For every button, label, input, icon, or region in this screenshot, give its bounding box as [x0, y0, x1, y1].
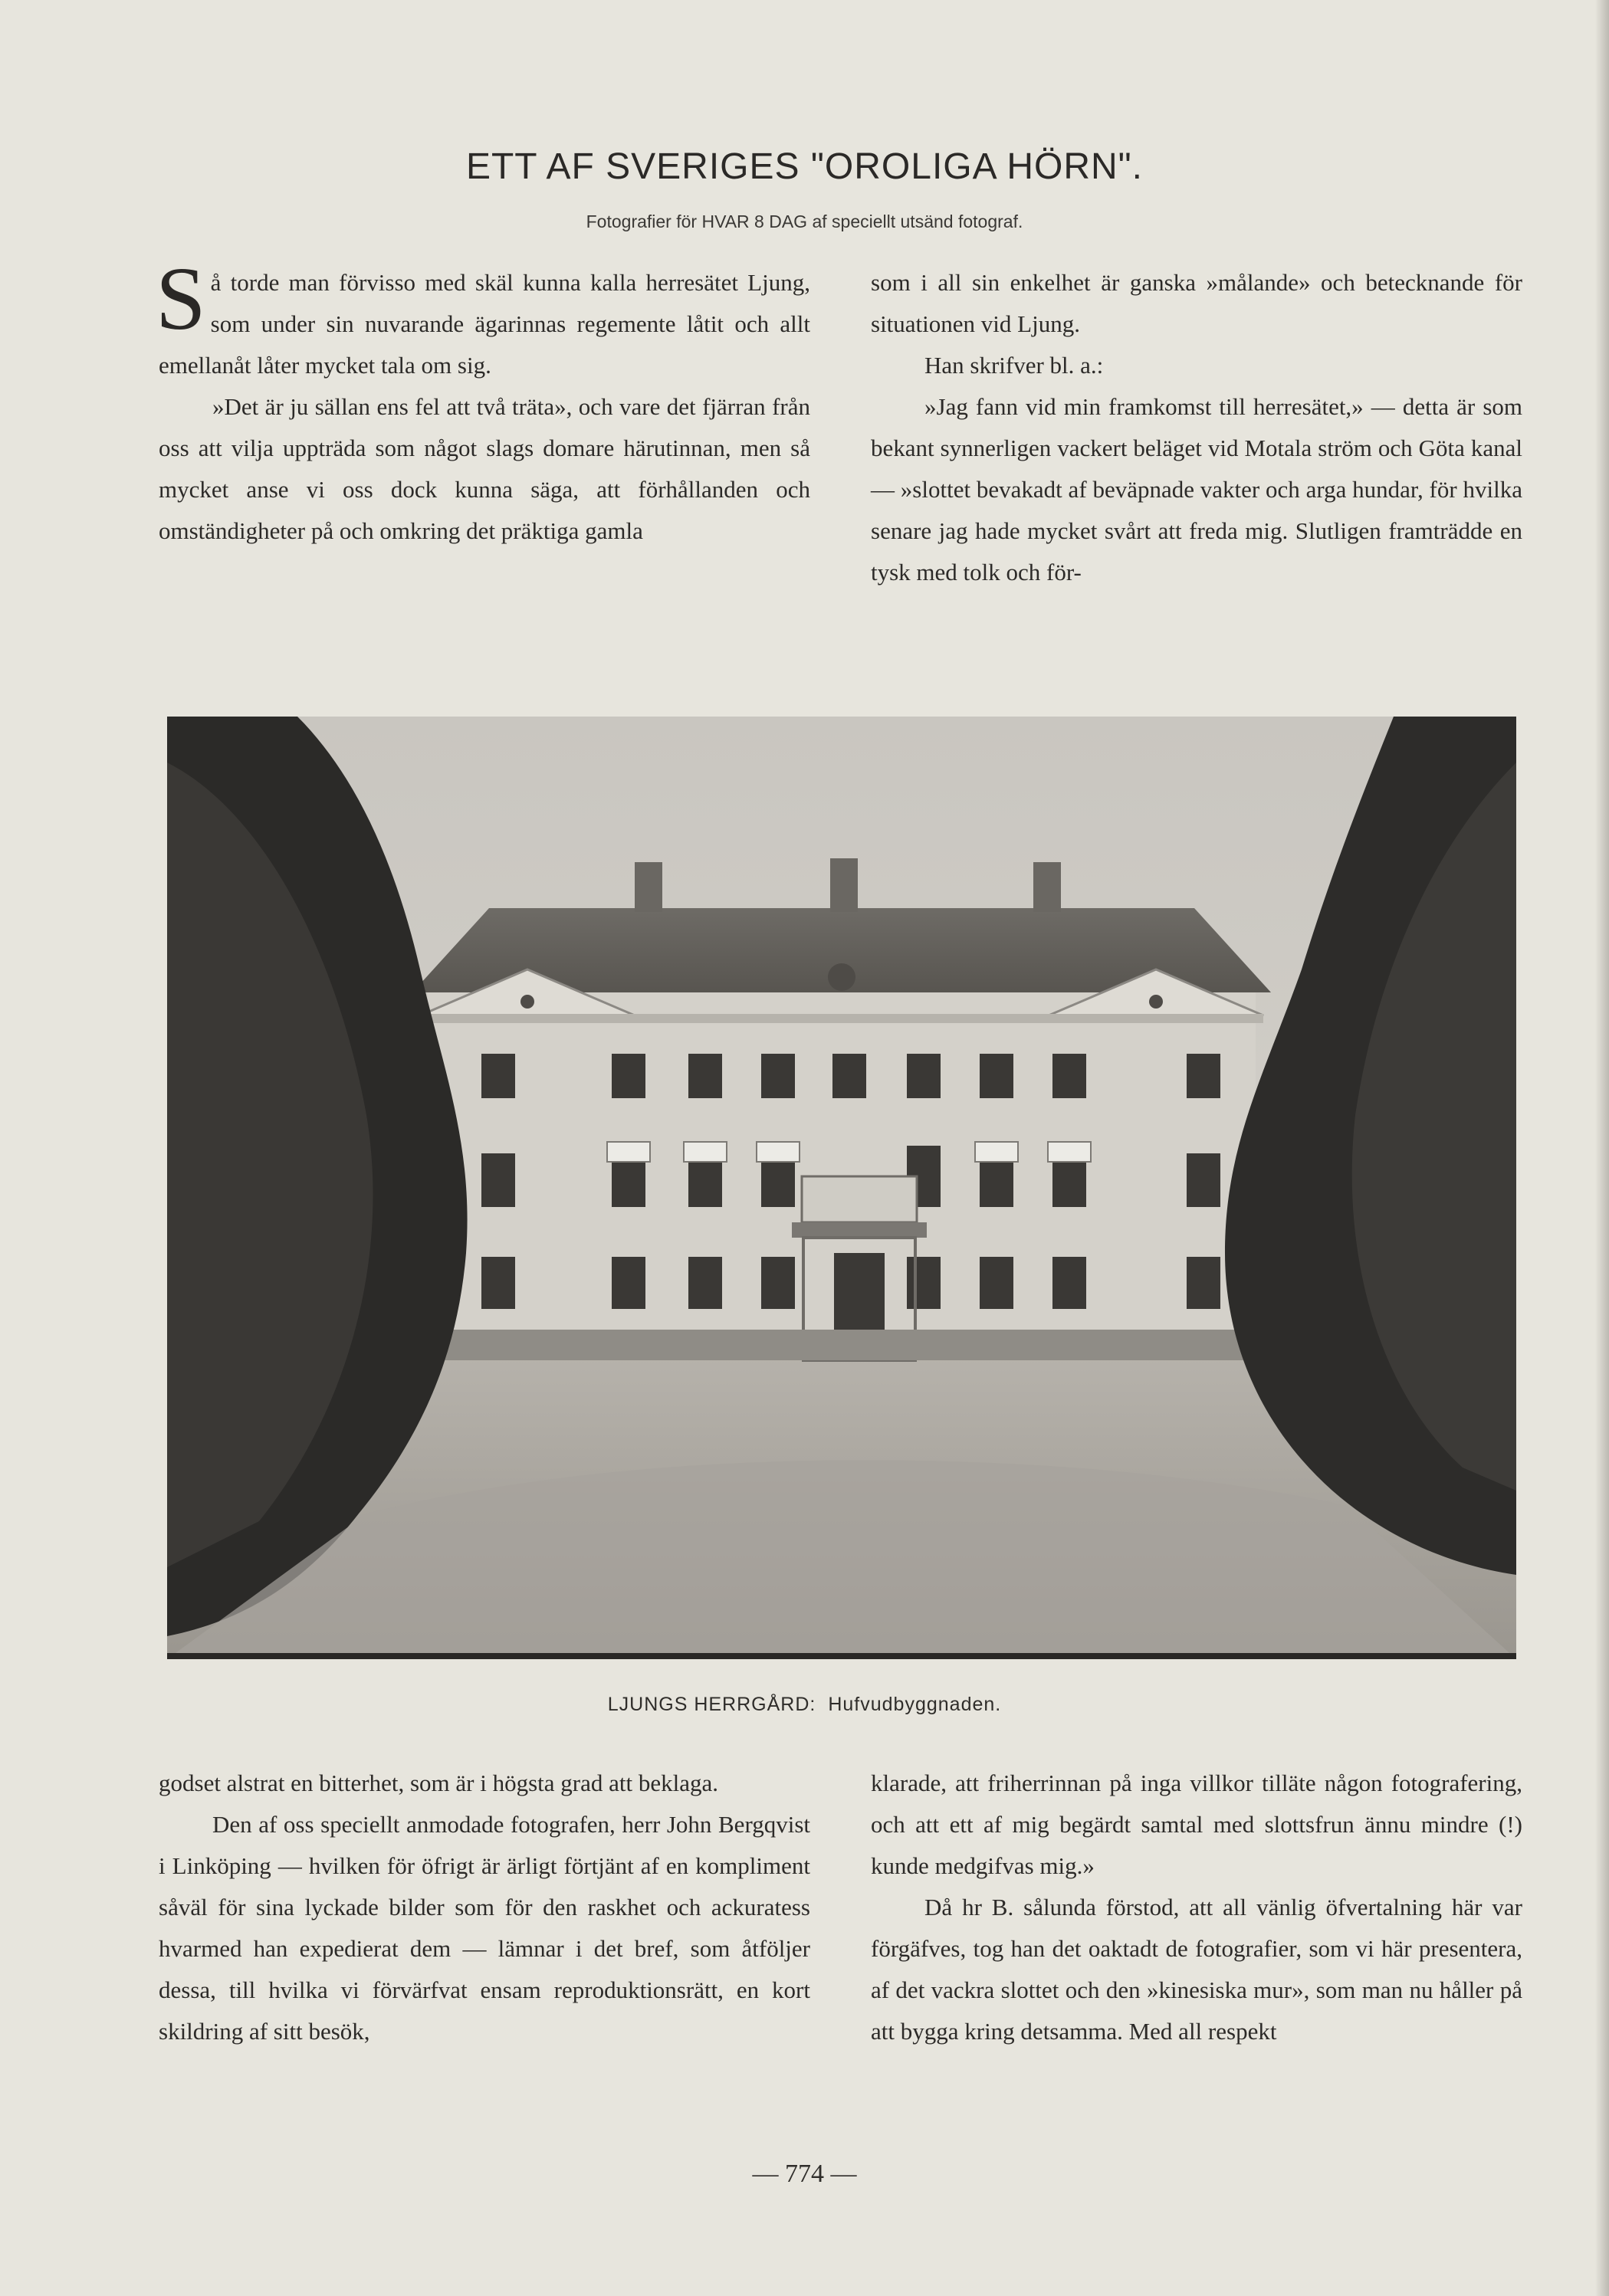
paragraph: Den af oss speciellt anmodade fotografen, herr John Bergqvist i Linköping — hvilken för öfrigt är ärligt förtjänt af en kompliment såväl för sina lyckade bilder som för den raskhet och ackuratess hvarmed han expedierat dem — lämnar i det bref, som åtföljer dessa, till hvilka vi förvärfvat ensam reproduktionsrätt, en kort skildring af sitt besök,: [159, 1811, 810, 2045]
paragraph-text: å torde man förvisso med skäl kunna kalla herresätet Ljung, som under sin nuvarande ägarinnas regemente låtit och allt emellanåt låter mycket tala om sig.: [159, 269, 810, 379]
column-top-left: [156, 248, 810, 552]
article-title: ETT AF SVERIGES "OROLIGA HÖRN".: [465, 146, 1144, 187]
manor-photograph: [167, 717, 1516, 1659]
paragraph: [156, 248, 810, 386]
column-top-right: [871, 262, 1522, 593]
drop-cap: S: [156, 248, 206, 349]
paragraph: Då hr B. sålunda förstod, att all vänlig öfvertalning här var förgäfves, tog han det oaktadt de fotografier, som vi här presentera, af det vackra slottet och den »kinesiska mur», som man nu håller på att bygga kring detsamma. Med all respekt: [871, 1894, 1522, 2045]
caption-text: Hufvudbyggnaden.: [828, 1694, 1002, 1715]
paragraph: godset alstrat en bitterhet, som är i högsta grad att beklaga.: [159, 1770, 718, 1796]
photo-caption: [0, 1694, 1609, 1716]
page-number: — 774 —: [752, 2160, 857, 2188]
paragraph: Han skrifver bl. a.:: [924, 352, 1104, 379]
column-bottom-left: [159, 1763, 810, 2052]
paragraph: klarade, att friherrinnan på inga villkor tilläte någon fotografering, och att ett af mig begärdt samtal med slottsfrun ännu mindre (!) kunde medgifvas mig.»: [871, 1770, 1522, 1879]
article-subtitle: Fotografier för HVAR 8 DAG af speciellt utsänd fotograf.: [586, 212, 1023, 231]
paragraph: som i all sin enkelhet är ganska »målande» och betecknande för situationen vid Ljung.: [871, 269, 1522, 337]
caption-label: LJUNGS HERRGÅRD:: [607, 1694, 816, 1715]
manor-house-image: [167, 717, 1516, 1659]
page-edge-shadow: [1595, 0, 1609, 2296]
paragraph: »Jag fann vid min framkomst till herresätet,» — detta är som bekant synnerligen vackert beläget vid Motala ström och Göta kanal — »slottet bevakadt af beväpnade vakter och arga hundar, för hvilka senare jag hade mycket svårt att freda mig. Slutligen framträdde en tysk med tolk och för-: [871, 393, 1522, 585]
paragraph: »Det är ju sällan ens fel att två träta», och vare det fjärran från oss att vilja uppträda som något slags domare härutinnan, men så mycket anse vi oss dock kunna säga, att förhållanden och omständigheter på och omkring det präktiga gamla: [159, 393, 810, 544]
column-bottom-right: [871, 1763, 1522, 2052]
